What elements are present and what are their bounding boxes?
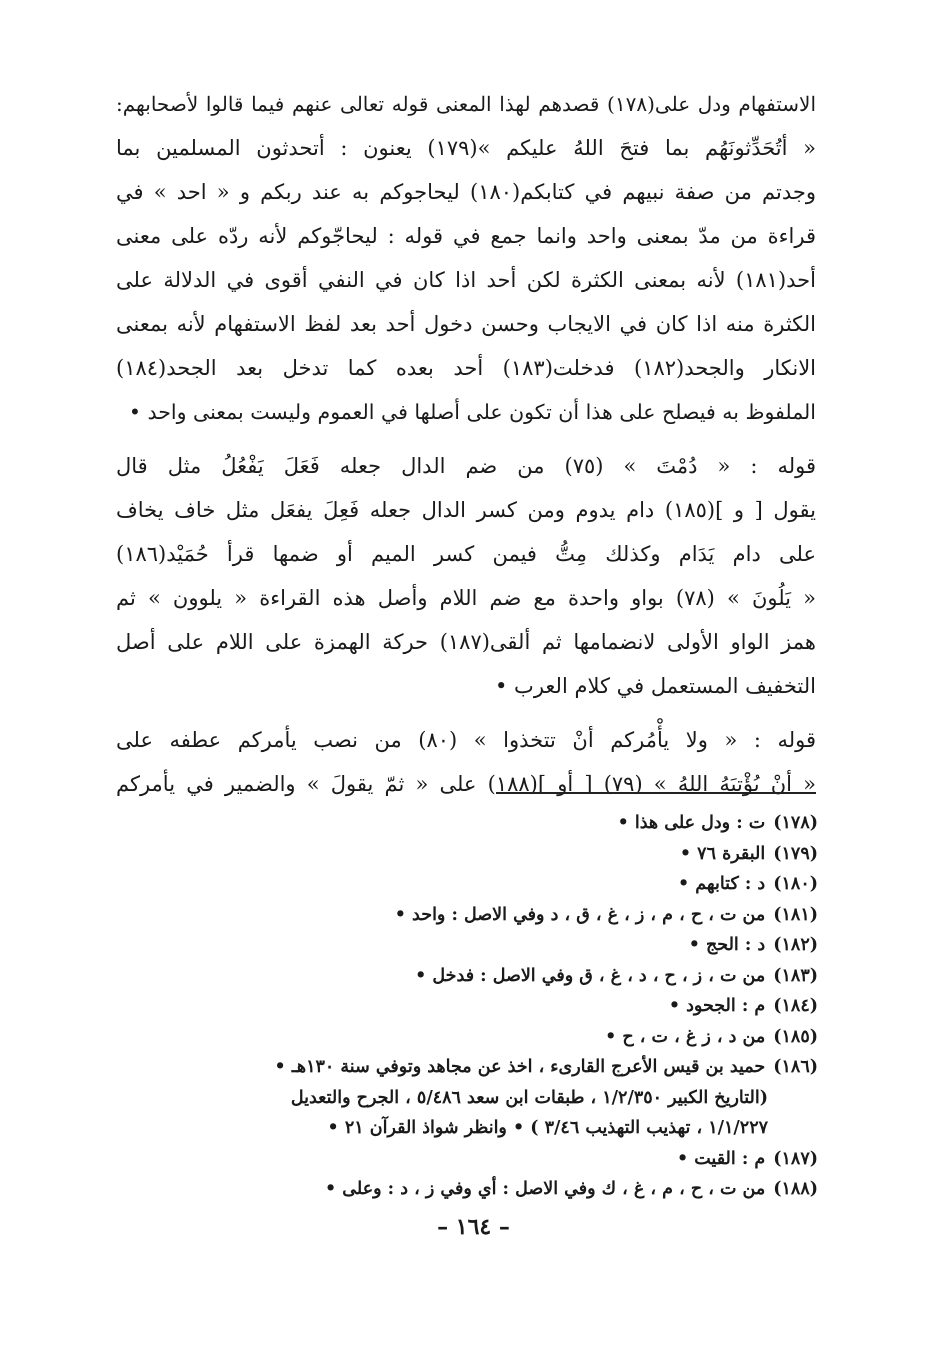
footnote-text: حميد بن قيس الأعرج القارىء ، اخذ عن مجاهد وتوفي سنة ١٣٠هـ • xyxy=(274,1057,766,1077)
text-line: الملفوظ به فيصلح على هذا أن تكون على أصلها في العموم وليست بمعنى واحد • xyxy=(128,400,816,424)
text-line: قراءة من مدّ بمعنى واحد وانما جمع في قوله : ليحاجّوكم لأنه ردّه على معنى xyxy=(116,224,816,248)
text-line: قوله : « دُمْتَ » (٧٥) من ضم الدال جعله فَعَلَ يَفْعُلُ مثل قال xyxy=(116,454,816,478)
footnote-number: (١٨٣) xyxy=(773,965,818,986)
footnote-text: د : الحج • xyxy=(688,935,766,955)
paragraph xyxy=(116,82,816,434)
footnote-number: (١٨٢) xyxy=(773,935,818,955)
footnote-text: من ت ، ز ، ح ، د ، غ ، ق وفي الاصل : فدخل • xyxy=(415,965,766,986)
page-number: – ١٦٤ – xyxy=(437,1214,510,1240)
footnote xyxy=(110,869,818,900)
text-line: على دام يَدَام وكذلك مِتُّ فيمن كسر الميم أو ضمها قرأ حُمَيْد(١٨٦) xyxy=(116,542,816,566)
footnote xyxy=(110,900,818,931)
text-line: أحد(١٨١) لأنه بمعنى الكثرة لكن أحد اذا كان في النفي أقوى في الدلالة على xyxy=(116,268,816,292)
footnote-number: (١٨٨) xyxy=(773,1179,818,1199)
footnote-text: من د ، ز غ ، ت ، ح • xyxy=(605,1026,766,1047)
footnote-text: د : كتابهم • xyxy=(677,874,766,894)
text-line: قوله : « ولا يأْمُركم أنْ تتخذوا » (٨٠) من نصب يأمركم عطفه على xyxy=(116,728,816,752)
text-line: الانكار والجحد(١٨٢) فدخلت(١٨٣) أحد بعده كما تدخل بعد الجحد(١٨٤) xyxy=(116,356,817,380)
footnote xyxy=(110,1144,818,1175)
footnote xyxy=(110,1174,818,1205)
footnote xyxy=(110,991,818,1022)
text-line: « أنْ يُؤْتيَهُ اللهُ » (٧٩) [ أو ](١٨٨) على « ثمّ يقولَ » والضمير في يأمركم xyxy=(116,772,816,796)
footnote-number: (١٧٨) xyxy=(773,813,818,833)
footnote-text: (التاريخ الكبير ١/٢/٣٥٠ ، طبقات ابن سعد ٥/٤٨٦ ، الجرح والتعديل xyxy=(290,1087,768,1108)
footnote-number: (١٨٠) xyxy=(773,874,818,894)
footnote xyxy=(110,808,818,839)
footnotes xyxy=(110,808,818,1205)
text-line: التخفيف المستعمل في كلام العرب • xyxy=(495,674,816,698)
text-line: الاستفهام ودل على(١٧٨) قصدهم لهذا المعنى قوله تعالى عنهم فيما قالوا لأصحابهم: xyxy=(116,92,816,116)
footnote-number: (١٨١) xyxy=(773,904,818,925)
footnote xyxy=(110,961,818,992)
footnote-text: ١/١/٢٢٧ ، تهذيب التهذيب ٣/٤٦ ) • وانظر شواذ القرآن ٢١ • xyxy=(327,1118,768,1138)
footnote-text: من ت ، ح ، م ، ز ، غ ، ق ، د وفي الاصل : واحد • xyxy=(394,904,766,925)
text-line: « يَلُونَ » (٧٨) بواو واحدة مع ضم اللام وأصل هذه القراءة « يلوون » ثم xyxy=(116,586,817,610)
text-line: يقول [ و ](١٨٥) دام يدوم ومن كسر الدال جعله فَعِلَ يفعَل مثل خاف يخاف xyxy=(116,498,816,522)
footnote-continuation xyxy=(110,1083,818,1114)
footnote-number: (١٨٧) xyxy=(773,1148,818,1169)
text-line: وجدتم من صفة نبيهم في كتابكم(١٨٠) ليحاجوكم به عند ربكم و « احد » في xyxy=(116,180,816,204)
footnote xyxy=(110,839,818,870)
main-text xyxy=(116,82,816,806)
paragraph xyxy=(116,444,816,708)
footnote-continuation xyxy=(110,1113,818,1144)
footnote-divider xyxy=(496,792,816,794)
footnote-number: (١٧٩) xyxy=(773,843,818,864)
footnote-text: ت : ودل على هذا • xyxy=(617,813,766,833)
text-line: الكثرة منه اذا كان في الايجاب وحسن دخول أحد بعد لفظ الاستفهام لأنه بمعنى xyxy=(116,312,816,336)
footnote xyxy=(110,1052,818,1083)
text-line: « أتُحَدِّثونَهُم بما فتحَ اللهُ عليكم »(١٧٩) يعنون : أتحدثون المسلمين بما xyxy=(116,136,817,160)
footnote-text: البقرة ٧٦ • xyxy=(679,843,766,864)
footnote-text: م : الجحود • xyxy=(668,996,766,1016)
footnote-number: (١٨٥) xyxy=(773,1026,818,1047)
footnote-text: م : القيت • xyxy=(676,1148,766,1169)
footnote-number: (١٨٤) xyxy=(773,996,818,1016)
footnote xyxy=(110,1022,818,1053)
text-line: همز الواو الأولى لانضمامها ثم ألقى(١٨٧) حركة الهمزة على اللام على أصل xyxy=(116,630,816,654)
footnote-text: من ت ، ح ، م ، غ ، ك وفي الاصل : أي وفي ز ، د : وعلى • xyxy=(325,1179,766,1199)
footnote xyxy=(110,930,818,961)
footnote-number: (١٨٦) xyxy=(773,1057,818,1077)
